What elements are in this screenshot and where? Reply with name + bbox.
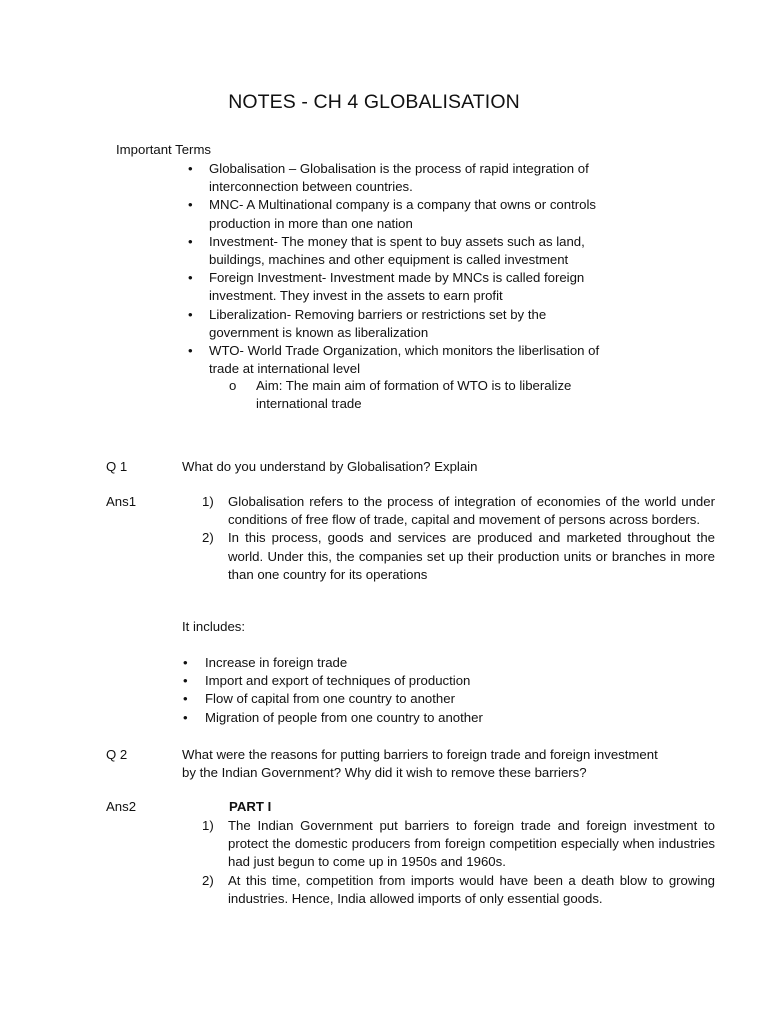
answer-text: At this time, competition from imports would have been a death blow to growing industries. Hence, India allowed imports of only essential goods. (228, 872, 715, 906)
term-line: interconnection between countries. (209, 179, 413, 195)
answer-number: 2) (202, 530, 214, 546)
answer-item (202, 872, 715, 908)
includes-list (182, 654, 682, 727)
list-item (182, 709, 682, 727)
bullet-icon: • (188, 270, 193, 286)
q1-label: Q 1 (106, 459, 128, 474)
q2-label: Q 2 (106, 747, 128, 762)
term-line: Liberalization- Removing barriers or restrictions set by the (209, 306, 547, 322)
answer-item (202, 493, 715, 529)
list-item (182, 672, 682, 690)
list-item-text: Increase in foreign trade (205, 655, 348, 670)
list-item (182, 654, 682, 672)
bullet-icon: • (183, 691, 188, 707)
subitem-line: international trade (256, 396, 362, 412)
q2-question-line: What were the reasons for putting barriers to foreign trade and foreign investment (182, 747, 658, 762)
answer-item (202, 529, 715, 584)
term-line: WTO- World Trade Organization, which monitors the liberlisation of (209, 343, 600, 359)
bullet-icon: • (188, 197, 193, 213)
page-title: NOTES - CH 4 GLOBALISATION (228, 91, 520, 113)
answer-item (202, 817, 715, 872)
bullet-icon: • (188, 161, 193, 176)
answer-number: 1) (202, 818, 214, 833)
term-item-globalisation (188, 160, 638, 196)
ans1-list (202, 493, 715, 584)
subitem-line: Aim: The main aim of formation of WTO is to liberalize (256, 378, 572, 393)
term-item-mnc (188, 196, 638, 232)
wto-aim-subitem (229, 377, 636, 413)
answer-number: 1) (202, 494, 214, 509)
term-line: Foreign Investment- Investment made by MNCs is called foreign (209, 270, 585, 286)
answer-text: Globalisation refers to the process of integration of economies of the world under conditions of free flow of trade, capital and movement of persons across borders. (228, 494, 715, 528)
ans2-label: Ans2 (106, 799, 137, 814)
term-line: buildings, machines and other equipment is called investment (209, 252, 569, 268)
term-line: production in more than one nation (209, 215, 413, 231)
answer-number: 2) (202, 872, 214, 888)
term-item-wto (188, 342, 638, 378)
list-item-text: Flow of capital from one country to another (205, 691, 455, 707)
term-line: Globalisation – Globalisation is the process of rapid integration of (209, 161, 589, 176)
list-item (182, 690, 682, 708)
bullet-icon: • (188, 233, 193, 249)
term-item-foreign-investment (188, 269, 638, 305)
answer-text: The Indian Government put barriers to foreign trade and foreign investment to protect the domestic producers from foreign competition especially when industries had just begun to come up in 1950s and 1960s. (228, 818, 715, 870)
ans1-label: Ans1 (106, 494, 137, 509)
includes-label: It includes: (182, 619, 246, 634)
answer-text: In this process, goods and services are produced and marketed throughout the world. Under this, the companies set up their production units or branches in more than one country for its operations (228, 530, 715, 582)
ans2-list (202, 817, 715, 908)
circle-bullet-icon: o (229, 378, 237, 393)
bullet-icon: • (183, 673, 188, 689)
term-item-liberalization (188, 306, 638, 342)
bullet-icon: • (188, 343, 193, 359)
q2-question (182, 746, 717, 782)
bullet-icon: • (188, 306, 193, 322)
important-terms-list (188, 160, 638, 378)
term-line: Investment- The money that is spent to buy assets such as land, (209, 233, 585, 249)
list-item-text: Migration of people from one country to another (205, 709, 483, 725)
term-item-investment (188, 233, 638, 269)
bullet-icon: • (183, 709, 188, 725)
bullet-icon: • (183, 655, 188, 670)
important-terms-heading: Important Terms (116, 142, 212, 157)
term-line: investment. They invest in the assets to earn profit (209, 288, 503, 304)
term-line: government is known as liberalization (209, 324, 429, 340)
list-item-text: Import and export of techniques of production (205, 673, 471, 689)
q1-question: What do you understand by Globalisation? Explain (182, 459, 478, 474)
q2-question-line: by the Indian Government? Why did it wish to remove these barriers? (182, 765, 587, 781)
term-line: MNC- A Multinational company is a company that owns or controls (209, 197, 597, 213)
term-line: trade at international level (209, 361, 361, 377)
part-label: PART I (229, 799, 272, 814)
